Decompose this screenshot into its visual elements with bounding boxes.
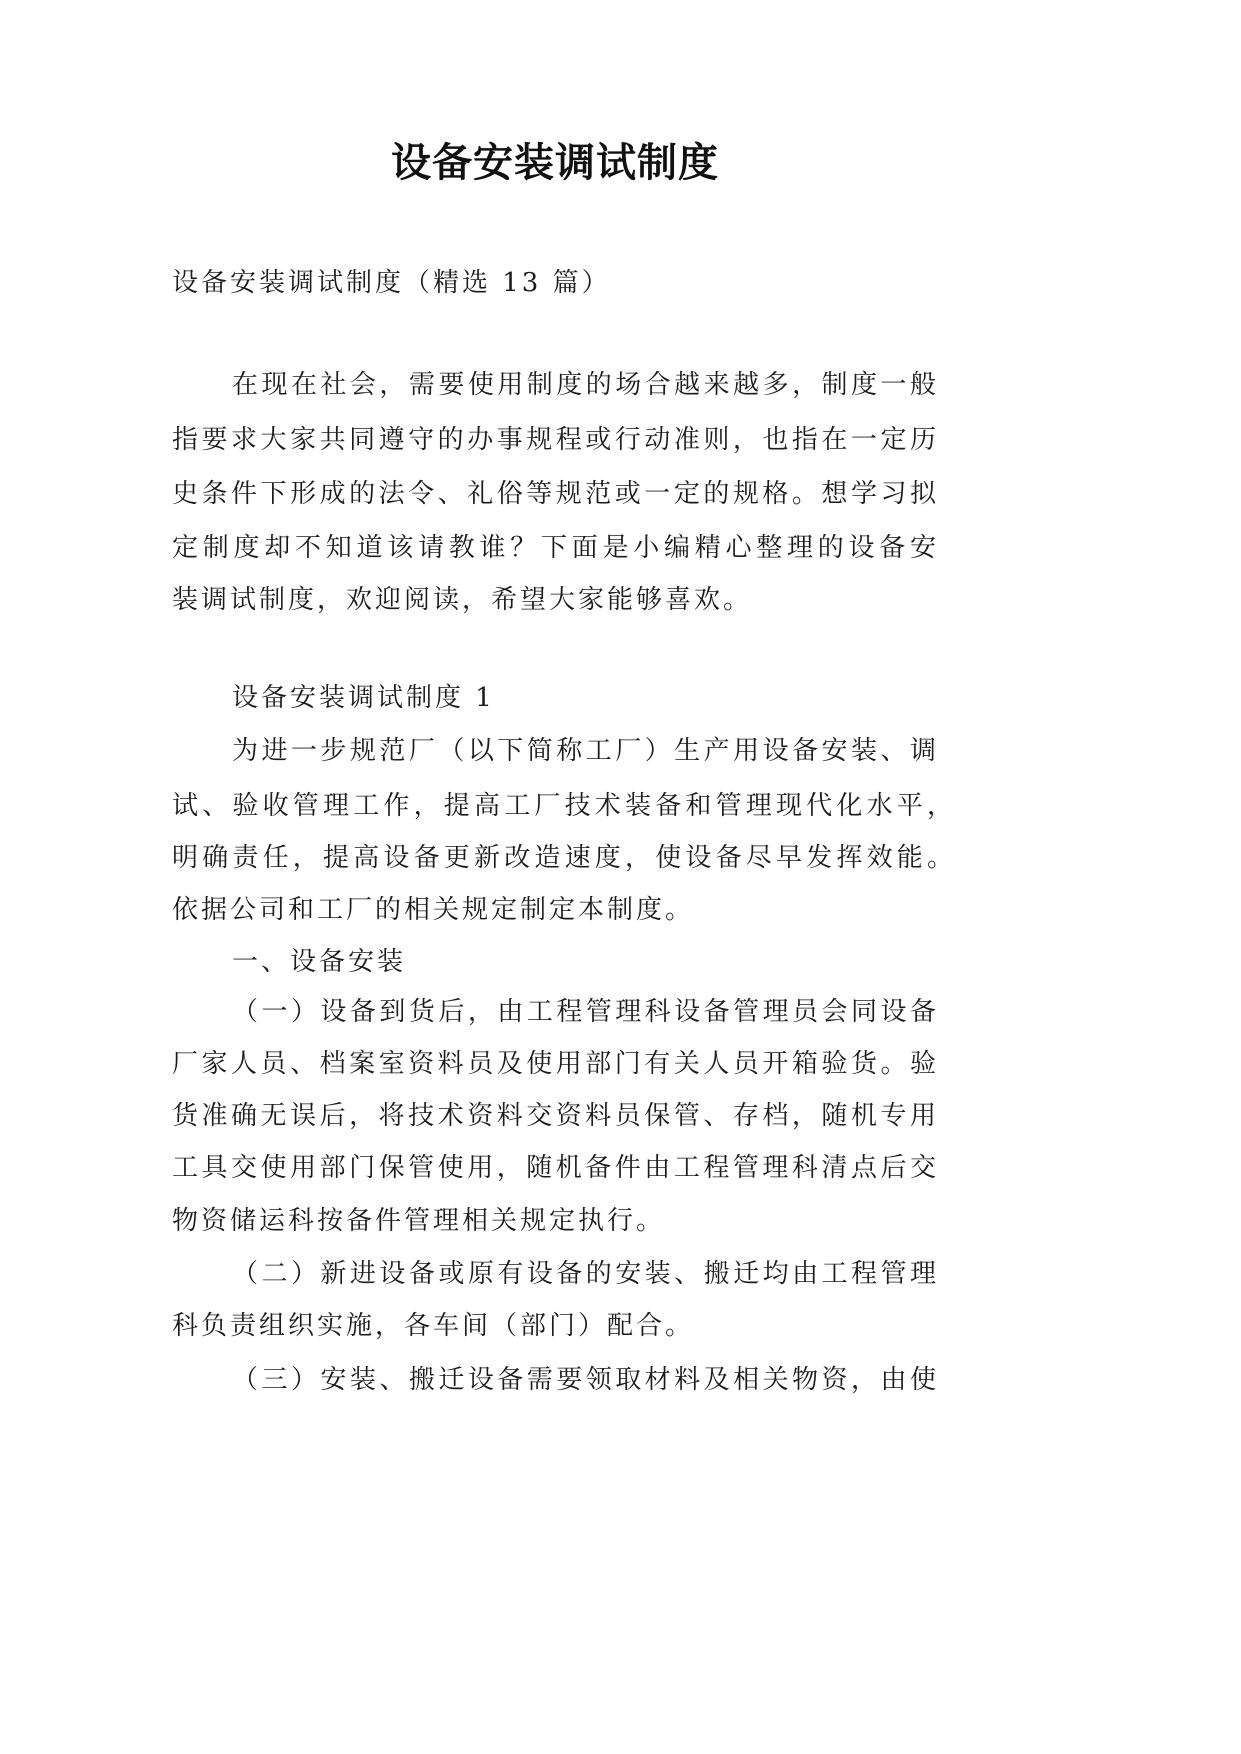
text-line: 工具交使用部门保管使用，随机备件由工程管理科清点后交 — [172, 1153, 938, 1183]
text-line: 物资储运科按备件管理相关规定执行。 — [172, 1206, 666, 1236]
text-line: 明确责任，提高设备更新改造速度，使设备尽早发挥效能。 — [172, 843, 955, 873]
document-subtitle: 设备安装调试制度（精选 13 篇） — [172, 268, 611, 298]
document-title: 设备安装调试制度 — [391, 139, 719, 186]
text-line: （一）设备到货后，由工程管理科设备管理员会同设备 — [232, 997, 938, 1027]
text-line: 科负责组织实施，各车间（部门）配合。 — [172, 1311, 695, 1341]
text-line: （二）新进设备或原有设备的安装、搬迁均由工程管理 — [232, 1259, 938, 1289]
text-line: 为进一步规范厂（以下简称工厂）生产用设备安装、调 — [232, 736, 938, 766]
text-line: 定制度却不知道该请教谁？下面是小编精心整理的设备安 — [172, 533, 938, 563]
text-line: （三）安装、搬迁设备需要领取材料及相关物资，由使 — [232, 1365, 938, 1395]
part-heading: 一、设备安装 — [232, 947, 407, 977]
text-line: 厂家人员、档案室资料员及使用部门有关人员开箱验货。验 — [172, 1049, 938, 1079]
text-line: 试、验收管理工作，提高工厂技术装备和管理现代化水平， — [172, 791, 955, 821]
text-line: 依据公司和工厂的相关规定制定本制度。 — [172, 895, 695, 925]
text-line: 货准确无误后，将技术资料交资料员保管、存档，随机专用 — [172, 1101, 938, 1131]
text-line: 装调试制度，欢迎阅读，希望大家能够喜欢。 — [172, 585, 753, 615]
section-heading: 设备安装调试制度 1 — [232, 683, 495, 713]
text-line: 在现在社会，需要使用制度的场合越来越多，制度一般 — [232, 370, 938, 400]
text-line: 史条件下形成的法令、礼俗等规范或一定的规格。想学习拟 — [172, 479, 938, 509]
text-line: 指要求大家共同遵守的办事规程或行动准则，也指在一定历 — [172, 425, 938, 455]
